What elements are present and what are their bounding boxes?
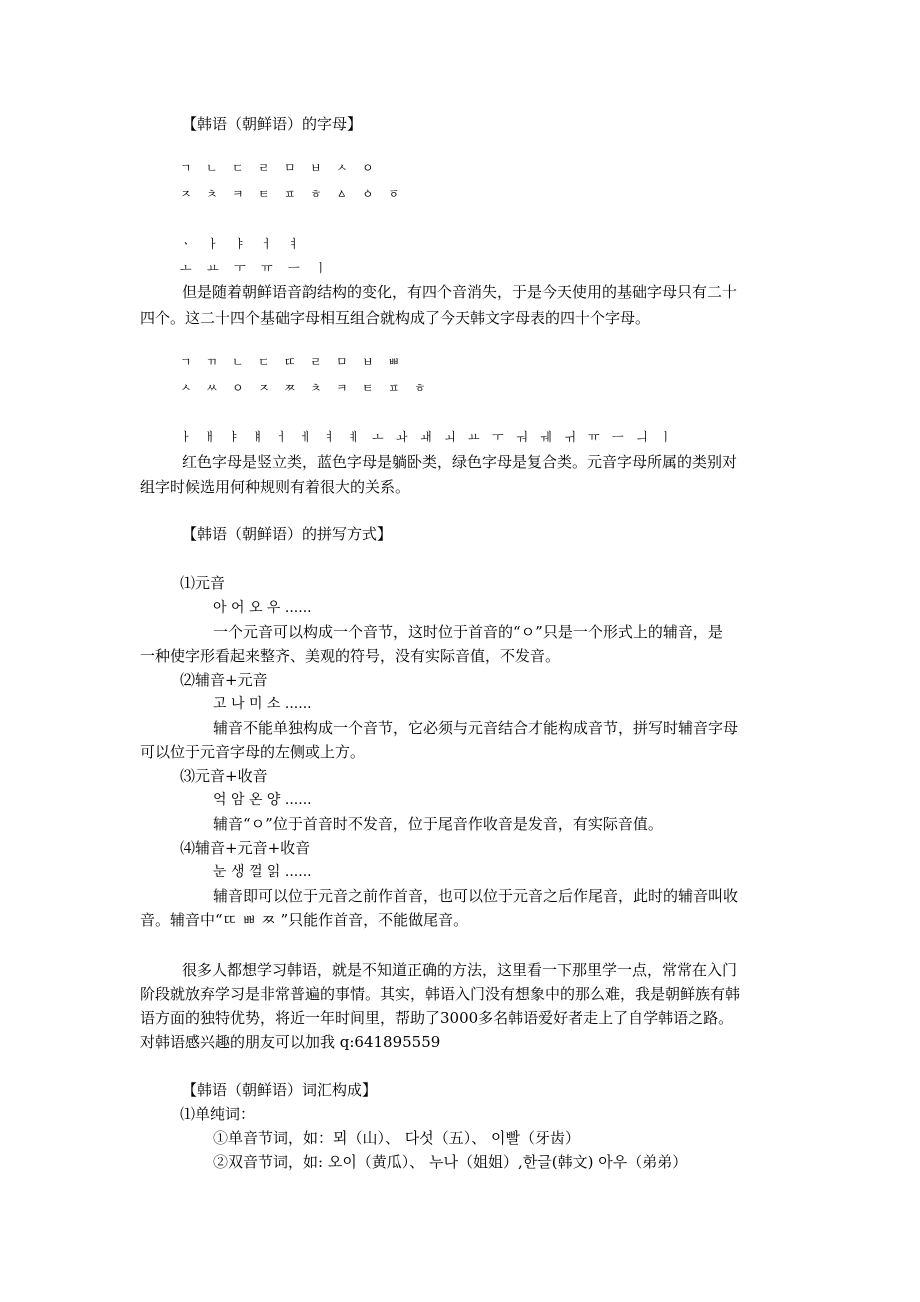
simple-words-label: ⑴单纯词：: [180, 1105, 256, 1123]
jamo-letter: ㅖ: [348, 430, 360, 444]
jamo-letter: ㅠ: [261, 261, 273, 275]
paragraph-colors-line2: 组字时候选用何种规则有着很大的关系。: [140, 478, 411, 496]
promo-line4: 对韩语感兴趣的朋友可以加我 q:641895559: [140, 1033, 441, 1051]
section-title-vocabulary: 【韩语（朝鲜语）词汇构成】: [182, 1081, 378, 1099]
jamo-letter: ㅊ: [206, 187, 218, 201]
jamo-letter: ㅓ: [261, 237, 273, 251]
item4-text-line1: 辅音即可以位于元音之前作首音，也可以位于元音之后作尾音，此时的辅音叫收: [213, 887, 739, 905]
jamo-letter: ㅡ: [288, 261, 300, 275]
jamo-letter: ㅈ: [180, 187, 192, 201]
ancient-consonants-row1: [180, 158, 388, 178]
jamo-letter: ㅊ: [310, 381, 322, 395]
jamo-letter: ㅿ: [336, 187, 348, 201]
section-title-spelling: 【韩语（朝鲜语）的拼写方式】: [182, 525, 393, 543]
jamo-letter: ㅔ: [300, 430, 312, 444]
jamo-letter: ㅝ: [516, 430, 528, 444]
jamo-letter: ㅍ: [388, 381, 400, 395]
jamo-letter: ㅁ: [284, 161, 296, 175]
paragraph-letters-line2: 四个。这二十四个基础字母相互组合就构成了今天韩文字母表的四十个字母。: [140, 309, 651, 327]
jamo-letter: ㅗ: [372, 430, 384, 444]
item3-text: 辅音“ㅇ”位于首音时不发音，位于尾音作收音是发音，有实际音值。: [213, 815, 663, 833]
jamo-letter: ㅂ: [362, 355, 374, 369]
jamo-letter: ㅓ: [276, 430, 288, 444]
jamo-letter: ㅌ: [258, 187, 270, 201]
item4-example: 눈 생 껄 읽 ......: [213, 864, 312, 880]
jamo-letter: ㅋ: [336, 381, 348, 395]
jamo-letter: ㅜ: [234, 261, 246, 275]
jamo-letter: ㅞ: [540, 430, 552, 444]
jamo-letter: ㄹ: [258, 161, 270, 175]
jamo-letter: ㅆ: [206, 381, 218, 395]
jamo-letter: ㅛ: [468, 430, 480, 444]
jamo-letter: ㅡ: [612, 430, 624, 444]
jamo-letter: ㆍ: [180, 237, 192, 251]
jamo-letter: ㅑ: [234, 237, 246, 251]
paragraph-letters-line1: 但是随着朝鲜语音韵结构的变化，有四个音消失，于是今天使用的基础字母只有二十: [182, 283, 738, 301]
item4-text-line2: 音。辅音中“ㄸ ㅃ ㅉ ”只能作首音，不能做尾音。: [140, 911, 469, 929]
jamo-letter: ㅕ: [288, 237, 300, 251]
jamo-letter: ㄷ: [232, 161, 244, 175]
jamo-letter: ㆆ: [388, 187, 400, 201]
jamo-letter: ㄱ: [180, 355, 192, 369]
item1-label: ⑴元音: [180, 574, 226, 592]
jamo-letter: ㅌ: [362, 381, 374, 395]
jamo-letter: ㅁ: [336, 355, 348, 369]
jamo-letter: ㅠ: [588, 430, 600, 444]
jamo-letter: ㅟ: [564, 430, 576, 444]
item1-text-line1: 一个元音可以构成一个音节，这时位于首音的“ㅇ”只是一个形式上的辅音，是: [213, 623, 723, 641]
item2-example: 고 나 미 소 ......: [213, 696, 312, 712]
jamo-letter: ㄱ: [180, 161, 192, 175]
item1-example: 아 어 오 우 ......: [213, 600, 312, 616]
jamo-letter: ㅗ: [180, 261, 192, 275]
ancient-vowels-row2: [180, 258, 342, 278]
jamo-letter: ㄹ: [310, 355, 322, 369]
jamo-letter: ㅇ: [362, 161, 374, 175]
item2-text-line2: 可以位于元音字母的左侧或上方。: [140, 743, 366, 761]
item2-text-line1: 辅音不能单独构成一个音节，它必须与元音结合才能构成音节，拼写时辅音字母: [213, 719, 739, 737]
jamo-letter: ㅅ: [336, 161, 348, 175]
double-syllable-line: ②双音节词，如: 오이（黄瓜）、 누나（姐姐）,한글(韩文) 아우（弟弟）: [213, 1153, 688, 1171]
jamo-letter: ㅣ: [315, 261, 327, 275]
jamo-letter: ㅑ: [228, 430, 240, 444]
jamo-letter: ㅂ: [310, 161, 322, 175]
jamo-letter: ㅋ: [232, 187, 244, 201]
jamo-letter: ㅜ: [492, 430, 504, 444]
jamo-letter: ㅕ: [324, 430, 336, 444]
ancient-vowels-row1: [180, 234, 315, 254]
single-syllable-line: ①单音节词，如：뫼（山）、 다섯（五）、 이빨（牙齿）: [213, 1129, 580, 1147]
jamo-letter: ㅃ: [388, 355, 400, 369]
jamo-letter: ㅢ: [636, 430, 648, 444]
jamo-letter: ㅛ: [207, 261, 219, 275]
jamo-letter: ㅏ: [207, 237, 219, 251]
jamo-letter: ㅚ: [444, 430, 456, 444]
item3-label: ⑶元音+收音: [180, 767, 268, 785]
jamo-letter: ㅙ: [420, 430, 432, 444]
ancient-consonants-row2: [180, 184, 414, 204]
jamo-letter: ㄲ: [206, 355, 218, 369]
item1-text-line2: 一种使字形看起来整齐、美观的符号，没有实际音值，不发音。: [140, 647, 561, 665]
jamo-letter: ㅎ: [310, 187, 322, 201]
section-title-alphabet: 【韩语（朝鲜语）的字母】: [182, 115, 363, 133]
promo-line2: 阶段就放弃学习是非常普遍的事情。其实，韩语入门没有想象中的那么难，我是朝鲜族有韩: [140, 985, 741, 1003]
jamo-letter: ㅇ: [232, 381, 244, 395]
item4-label: ⑷辅音+元音+收音: [180, 839, 311, 857]
modern-consonants-row2: [180, 378, 440, 398]
jamo-letter: ㄴ: [232, 355, 244, 369]
jamo-letter: ㄷ: [258, 355, 270, 369]
jamo-letter: ㄴ: [206, 161, 218, 175]
jamo-letter: ㅅ: [180, 381, 192, 395]
paragraph-colors-line1: 红色字母是竖立类，蓝色字母是躺卧类，绿色字母是复合类。元音字母所属的类别对: [182, 453, 738, 471]
jamo-letter: ㅈ: [258, 381, 270, 395]
item3-example: 억 암 온 양 ......: [213, 792, 312, 808]
jamo-letter: ㅉ: [284, 381, 296, 395]
jamo-letter: ㆁ: [362, 187, 374, 201]
jamo-letter: ㅣ: [660, 430, 672, 444]
modern-vowels-row: [180, 427, 684, 447]
jamo-letter: ㅏ: [180, 430, 192, 444]
modern-consonants-row1: [180, 352, 414, 372]
jamo-letter: ㄸ: [284, 355, 296, 369]
jamo-letter: ㅎ: [414, 381, 426, 395]
jamo-letter: ㅍ: [284, 187, 296, 201]
jamo-letter: ㅐ: [204, 430, 216, 444]
promo-line3: 语方面的独特优势，将近一年时间里，帮助了3000多名韩语爱好者走上了自学韩语之路。: [140, 1009, 734, 1027]
jamo-letter: ㅒ: [252, 430, 264, 444]
item2-label: ⑵辅音+元音: [180, 671, 268, 689]
jamo-letter: ㅘ: [396, 430, 408, 444]
promo-line1: 很多人都想学习韩语，就是不知道正确的方法，这里看一下那里学一点，常常在入门: [182, 961, 738, 979]
